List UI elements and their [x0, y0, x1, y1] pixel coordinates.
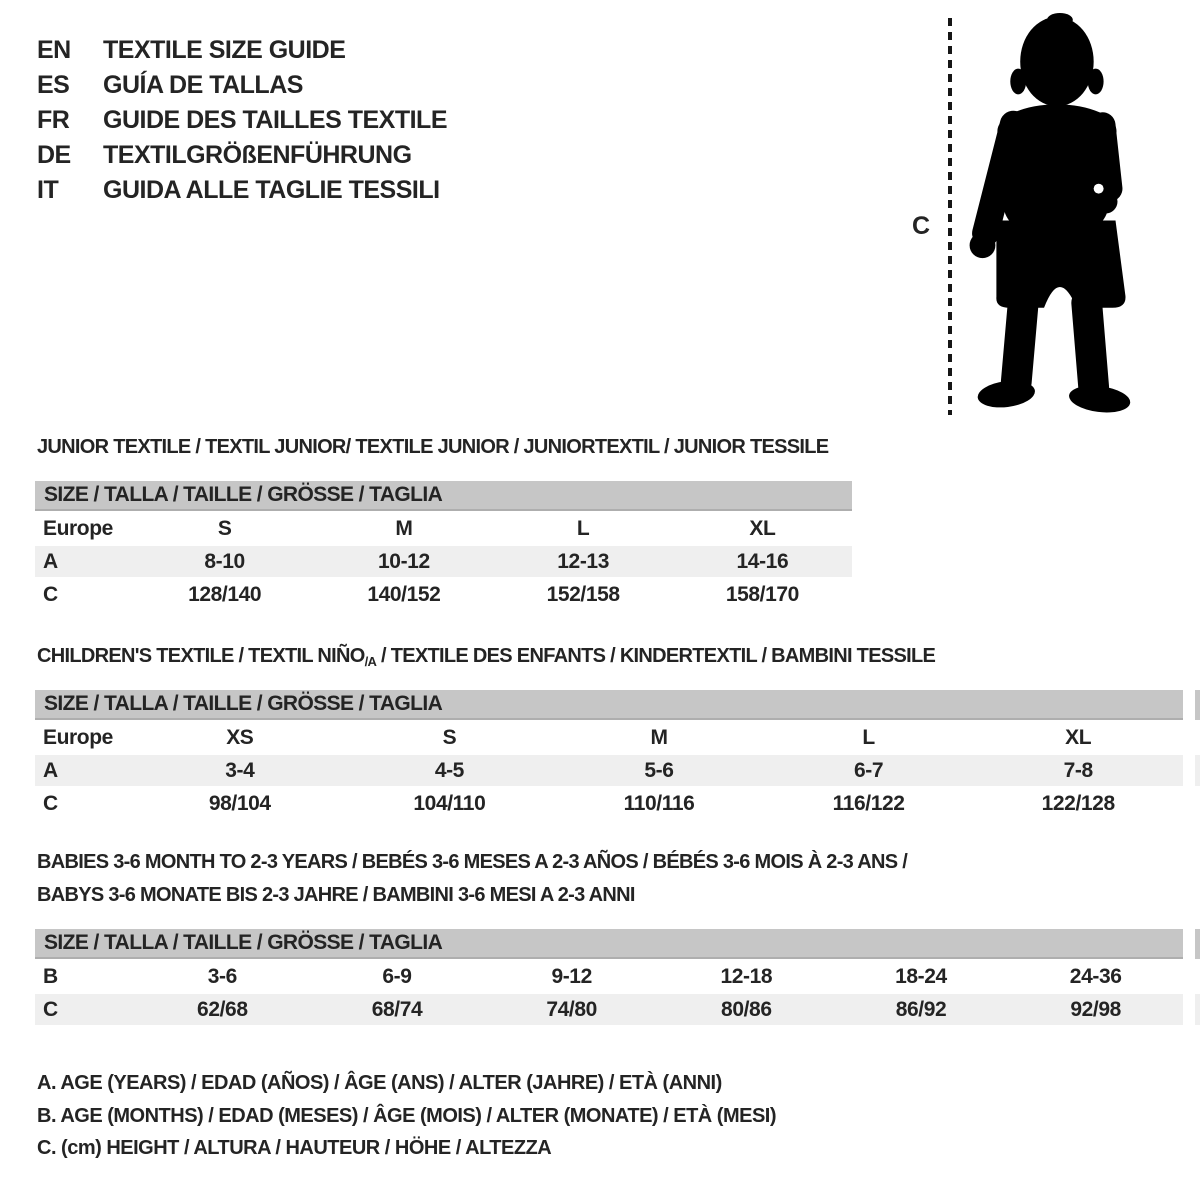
edge-sliver — [1195, 690, 1200, 720]
toddler-silhouette-image — [963, 10, 1135, 415]
edge-sliver — [1195, 755, 1200, 786]
size-cell: M — [650, 725, 668, 749]
height-cell: 68/74 — [371, 997, 423, 1021]
height-cell: 80/86 — [721, 997, 772, 1021]
size-cell: S — [217, 516, 232, 540]
row-label: C — [43, 582, 58, 606]
height-cell: 74/80 — [546, 997, 597, 1021]
size-cell: M — [395, 516, 413, 540]
age-cell: 10-12 — [378, 549, 430, 573]
title-part-sub: /A — [364, 654, 377, 669]
guide-title-de: TEXTILGRÖßENFÜHRUNG — [103, 141, 412, 169]
row-label: Europe — [43, 725, 113, 749]
section-title-babies-line1: BABIES 3-6 MONTH TO 2-3 YEARS / BEBÉS 3-6 MESES A 2-3 AÑOS / BÉBÉS 3-6 MOIS À 2-3 ANS / — [37, 851, 908, 873]
title-part: CHILDREN'S TEXTILE / TEXTIL NIÑO — [37, 645, 365, 667]
table-row-height-cm — [35, 994, 1183, 1025]
language-row-de — [37, 138, 447, 173]
table-row-europe — [35, 722, 1183, 753]
legend-age-months: B. AGE (MONTHS) / EDAD (MESES) / ÂGE (MOIS) / ALTER (MONATE) / ETÀ (MESI) — [37, 1105, 777, 1127]
height-measure-label: C — [912, 212, 931, 240]
table-row-height-cm — [35, 579, 852, 610]
language-code: DE — [37, 141, 71, 169]
height-cell: 62/68 — [197, 997, 248, 1021]
row-label: B — [43, 964, 58, 988]
table-row-europe — [35, 513, 852, 544]
row-label: C — [43, 791, 58, 815]
size-cell: XL — [1065, 725, 1092, 749]
language-code: FR — [37, 106, 70, 134]
height-cell: 104/110 — [413, 791, 486, 815]
age-cell: 3-4 — [225, 758, 255, 782]
guide-title-fr: GUIDE DES TAILLES TEXTILE — [103, 106, 448, 134]
row-label: A — [43, 758, 58, 782]
title-part: / TEXTILE DES ENFANTS / KINDERTEXTIL / BAMBINI TESSILE — [376, 645, 936, 667]
guide-title-it: GUIDA ALLE TAGLIE TESSILI — [103, 176, 440, 204]
size-header-bar: SIZE / TALLA / TAILLE / GRÖSSE / TAGLIA — [35, 929, 1183, 959]
language-row-it — [37, 173, 447, 208]
height-cell: 110/116 — [623, 791, 695, 815]
language-row-es — [37, 68, 447, 103]
table-row-age-years — [35, 546, 852, 577]
size-cell: L — [576, 516, 590, 540]
section-title-babies-line2: BABYS 3-6 MONATE BIS 2-3 JAHRE / BAMBINI 3-6 MESI A 2-3 ANNI — [37, 884, 635, 906]
row-label: Europe — [43, 516, 113, 540]
size-cell: XS — [226, 725, 254, 749]
babies-size-table — [35, 929, 1183, 1025]
height-cell: 116/122 — [832, 791, 905, 815]
height-cell: 128/140 — [188, 582, 262, 606]
edge-sliver — [1195, 929, 1200, 959]
height-cell: 98/104 — [208, 791, 271, 815]
age-cell: 4-5 — [434, 758, 464, 782]
junior-size-table — [35, 481, 852, 610]
legend-age-years: A. AGE (YEARS) / EDAD (AÑOS) / ÂGE (ANS) / ALTER (JAHRE) / ETÀ (ANNI) — [37, 1072, 722, 1094]
size-cell: XL — [749, 516, 776, 540]
age-cell: 3-6 — [207, 964, 237, 988]
language-row-fr — [37, 103, 447, 138]
height-cell: 86/92 — [895, 997, 947, 1021]
language-code: EN — [37, 36, 71, 64]
size-cell: L — [862, 725, 875, 749]
table-row-age-months — [35, 961, 1183, 992]
age-cell: 24-36 — [1069, 964, 1122, 988]
height-cell: 122/128 — [1041, 791, 1115, 815]
size-cell: S — [442, 725, 457, 749]
age-cell: 6-7 — [854, 758, 884, 782]
language-header — [37, 33, 447, 208]
section-title-children — [37, 645, 935, 669]
guide-title-es: GUÍA DE TALLAS — [103, 71, 303, 99]
row-label: C — [43, 997, 58, 1021]
age-cell: 7-8 — [1063, 758, 1093, 782]
height-cell: 140/152 — [367, 582, 441, 606]
size-header-bar: SIZE / TALLA / TAILLE / GRÖSSE / TAGLIA — [35, 690, 1183, 720]
height-cell: 158/170 — [725, 582, 799, 606]
row-label: A — [43, 549, 58, 573]
age-cell: 14-16 — [736, 549, 789, 573]
edge-sliver — [1195, 994, 1200, 1025]
table-row-age-years — [35, 755, 1183, 786]
height-dashed-line — [948, 18, 952, 415]
age-cell: 18-24 — [895, 964, 947, 988]
legend-height-cm: C. (cm) HEIGHT / ALTURA / HAUTEUR / HÖHE / ALTEZZA — [37, 1137, 552, 1159]
age-cell: 12-18 — [720, 964, 773, 988]
size-header-bar: SIZE / TALLA / TAILLE / GRÖSSE / TAGLIA — [35, 481, 852, 511]
age-cell: 9-12 — [551, 964, 592, 988]
language-code: ES — [37, 71, 70, 99]
age-cell: 5-6 — [644, 758, 674, 782]
children-size-table — [35, 690, 1183, 819]
guide-title-en: TEXTILE SIZE GUIDE — [103, 36, 346, 64]
age-cell: 8-10 — [204, 549, 245, 573]
height-cell: 152/158 — [546, 582, 620, 606]
age-cell: 12-13 — [557, 549, 609, 573]
table-row-height-cm — [35, 788, 1183, 819]
section-title-junior: JUNIOR TEXTILE / TEXTIL JUNIOR/ TEXTILE JUNIOR / JUNIORTEXTIL / JUNIOR TESSILE — [37, 436, 829, 458]
language-row-en — [37, 33, 447, 68]
age-cell: 6-9 — [382, 964, 412, 988]
language-code: IT — [37, 176, 59, 204]
height-cell: 92/98 — [1070, 997, 1121, 1021]
